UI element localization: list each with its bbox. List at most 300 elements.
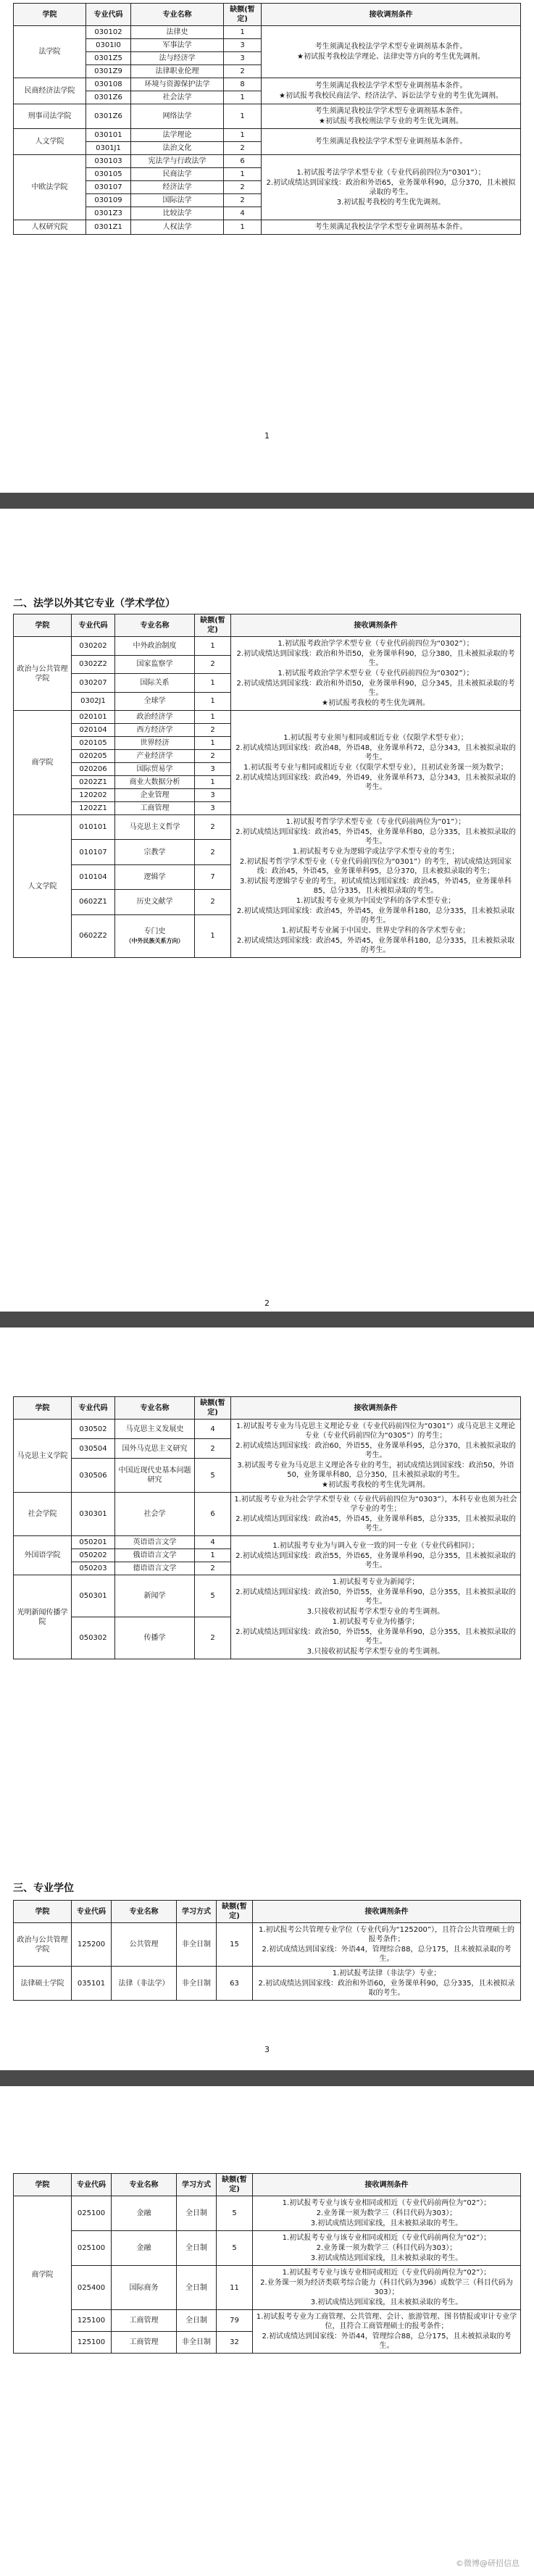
major-name: 传播学: [115, 1617, 195, 1659]
column-header: 接收调剂条件: [262, 4, 521, 26]
condition-line: 考生须满足我校法学学术型专业调剂基本条件。: [314, 82, 467, 90]
table-row: [14, 2310, 521, 2332]
column-header: 缺额(暂定): [195, 1397, 231, 1420]
major-name: 全球学: [115, 692, 195, 711]
quota: 79: [217, 2310, 253, 2332]
college-cell: 光明新闻传播学院: [14, 1575, 72, 1659]
column-header: 专业名称: [115, 1397, 195, 1420]
quota: 5: [195, 1575, 231, 1617]
major-code: 0602Z2: [72, 914, 115, 957]
quota: 2: [195, 655, 231, 674]
study-mode: 全日制: [177, 2231, 217, 2266]
conditions-cell: [231, 1493, 521, 1536]
condition-line: 1.初试报考专业为与调入专业一致的同一专业（专业代码相同）；: [272, 1541, 479, 1550]
page-number: 1: [264, 431, 270, 441]
condition-line: 3.初试成绩达到国家线，且未被拟录取的考生。: [310, 2298, 463, 2306]
major-code: 030109: [86, 194, 131, 207]
major-code: 030502: [72, 1420, 115, 1439]
conditions-cell: [231, 637, 521, 711]
table-row: [14, 711, 521, 724]
major-code: 035101: [72, 1967, 112, 2001]
quota: 2: [195, 890, 231, 914]
conditions-cell: [231, 1575, 521, 1659]
page-1: [0, 0, 534, 493]
major-code: 125100: [72, 2332, 112, 2354]
quota: 1: [195, 711, 231, 724]
major-name: 法律职业伦理: [131, 65, 224, 78]
table-row: [14, 1420, 521, 1439]
major-code: 125200: [72, 1923, 112, 1967]
condition-line: 3.初试成绩达到国家线，且未被拟录取的考生。: [310, 2254, 463, 2262]
column-header: 接收调剂条件: [253, 2174, 521, 2196]
conditions-cell: [253, 2196, 521, 2231]
major-name: 国际贸易学: [115, 763, 195, 776]
major-name: 宪法学与行政法学: [131, 155, 224, 168]
conditions-cell: [231, 711, 521, 815]
table-row: [14, 1923, 521, 1967]
condition-line: 2.初试成绩达到国家线：政治和外语65，业务课单科90，总分370，且未被拟录取的考生。: [266, 178, 516, 196]
study-mode: 全日制: [177, 2310, 217, 2332]
quota: 1: [224, 104, 262, 129]
quota: 1: [195, 737, 231, 750]
major-name: 历史文献学: [115, 890, 195, 914]
major-name: 公共管理: [112, 1923, 177, 1967]
section-title: 二、法学以外其它专业（学术学位）: [13, 598, 175, 609]
major-name: 工商管理: [115, 802, 195, 815]
table-other-academic-cont: [13, 1396, 521, 1659]
condition-line: 2.初试成绩达到国家线：政治50，外语55，业务课单科90，总分355，且未被拟录取的考生。: [235, 1588, 516, 1606]
condition-line: 考生须满足我校法学学术型专业调剂基本条件。: [314, 43, 467, 51]
condition-line: 1.初试报考法律（非法学）专业；: [332, 1969, 441, 1977]
quota: 1: [224, 168, 262, 181]
condition-line: 1.初试报考公共管理专业学位（专业代码为“125200”），且符合公共管理硕士的报考条件；: [258, 1926, 515, 1943]
major-name: 法律史: [131, 26, 224, 39]
major-code: 0202Z1: [72, 776, 115, 789]
conditions-cell: [262, 104, 521, 129]
major-name: 马克思主义发展史: [115, 1420, 195, 1439]
quota: 3: [224, 52, 262, 65]
major-name: 德语语言文学: [115, 1562, 195, 1575]
page-gap: [0, 493, 534, 509]
quota: 1: [224, 26, 262, 39]
condition-line: 考生须满足我校法学学术型专业调剂基本条件。: [314, 138, 467, 146]
condition-line: 2.初试成绩达到国家线：政治和外语50，业务课单科90，总分380，且未被拟录取的考生。: [236, 650, 515, 667]
conditions-cell: [262, 220, 521, 235]
study-mode: 非全日制: [177, 1967, 217, 2001]
major-code: 0301Z5: [86, 52, 131, 65]
quota: 1: [195, 692, 231, 711]
condition-line: ★初试报考我校的考生优先调剂。: [322, 1481, 430, 1489]
college-cell: 政治与公共管理学院: [14, 637, 72, 711]
major-name: 军事法学: [131, 39, 224, 52]
major-code: 020206: [72, 763, 115, 776]
major-code: 1202Z1: [72, 802, 115, 815]
column-header: 学习方式: [177, 2174, 217, 2196]
quota: 1: [224, 220, 262, 235]
table-row: [14, 2266, 521, 2310]
major-name: 企业管理: [115, 789, 195, 802]
college-cell: 商学院: [14, 2196, 72, 2354]
table-header-row: [14, 614, 521, 637]
quota: 6: [224, 155, 262, 168]
major-code: 030207: [72, 674, 115, 693]
condition-line: 3.只接收初试报考学术型专业的考生调剂。: [306, 1648, 445, 1656]
condition-line: 2.业务课一须为经济类联考综合能力（科目代码为396）或数学三（科目代码为303）；: [260, 2279, 513, 2296]
major-name: 法治文化: [131, 142, 224, 155]
major-name: 西方经济学: [115, 724, 195, 737]
quota: 32: [217, 2332, 253, 2354]
quota: 2: [224, 142, 262, 155]
condition-line: 2.初试成绩达到国家线：政治49，外语49，业务课单科73，总分343，且未被拟录取的考生。: [235, 774, 516, 791]
major-code: 020205: [72, 750, 115, 763]
major-name: 新闻学: [115, 1575, 195, 1617]
table-row: [14, 1536, 521, 1549]
page-2: [0, 509, 534, 1312]
condition-line: 2.初试成绩达到国家线：政治50，外语55，业务课单科90，总分355，且未被拟录取的考生。: [235, 1628, 516, 1646]
major-code: 0302J1: [72, 692, 115, 711]
major-code: 120202: [72, 789, 115, 802]
table-row: [14, 1575, 521, 1617]
table-header-row: [14, 2174, 521, 2196]
major-name: 国际法学: [131, 194, 224, 207]
column-header: 学院: [14, 4, 86, 26]
table-header-row: [14, 1397, 521, 1420]
condition-line: 2.初试成绩达到国家线：政治和外语50，业务课单科90，总分345，且未被拟录取的考生。: [236, 680, 515, 697]
major-code: 010104: [72, 864, 115, 889]
major-name: 社会学: [115, 1493, 195, 1536]
major-name: 工商管理: [112, 2310, 177, 2332]
quota: 2: [224, 181, 262, 194]
page-4: [0, 2086, 534, 2576]
table-row: [14, 104, 521, 129]
page-gap: [0, 2070, 534, 2086]
major-name: 经济法学: [131, 181, 224, 194]
table-business-prof: [13, 2173, 521, 2354]
major-code: 0301I0: [86, 39, 131, 52]
study-mode: 全日制: [177, 2266, 217, 2310]
watermark: ©微博@研招信息: [456, 2559, 520, 2568]
column-header: 接收调剂条件: [231, 1397, 521, 1420]
condition-line: ★初试报考我校民商法学、经济法学、诉讼法学专业的考生优先调剂。: [279, 92, 503, 100]
condition-line: 3.初试报考我校的考生优先调剂。: [336, 198, 446, 207]
condition-line: 2.初试报考哲学学术型专业（专业代码前四位为“0301”）的考生，初试成绩达到国家线：政治45，外语45，业务课单科95，总分370，且未被拟录取的考生；: [239, 858, 512, 875]
column-header: 专业代码: [72, 1397, 115, 1420]
major-code: 0301J1: [86, 142, 131, 155]
condition-line: 1.初试报考专业为社会学学术型专业（专业代码前四位为“0303”），本科专业也须为社会学专业的考生；: [234, 1496, 517, 1513]
column-header: 专业代码: [72, 2174, 112, 2196]
quota: 3: [224, 39, 262, 52]
column-header: 缺额(暂定): [217, 1901, 253, 1923]
conditions-cell: [253, 2231, 521, 2266]
major-code: 050301: [72, 1575, 115, 1617]
condition-line: 1.初试报考专业与相同或相近专业（仅限学术型专业），且初试业务课一须为数学；: [243, 764, 508, 772]
quota: 1: [195, 776, 231, 789]
column-header: 专业名称: [112, 2174, 177, 2196]
condition-line: 2.初试成绩达到国家线：政治45，外语45，业务课单科180，总分335，且未被拟录取的考生。: [236, 937, 515, 954]
major-name: 法学理论: [131, 129, 224, 142]
condition-line: 1.初试报考专业须为中国史学科的各学术型专业；: [296, 897, 456, 905]
condition-line: 1.初试报考专业属于中国史、世界史学科的各学术型专业；: [281, 927, 470, 935]
major-code: 0301Z6: [86, 104, 131, 129]
major-name: 国际关系: [115, 674, 195, 693]
major-name: 国家监察学: [115, 655, 195, 674]
table-row: [14, 220, 521, 235]
table-law: [13, 3, 521, 235]
major-name: 国外马克思主义研究: [115, 1439, 195, 1459]
condition-line: 1.初试报考专业为新闻学；: [332, 1578, 420, 1586]
major-name: 法与经济学: [131, 52, 224, 65]
college-cell: 法律硕士学院: [14, 1967, 72, 2001]
college-cell: 人文学院: [14, 815, 72, 958]
condition-line: 2.初试成绩达到国家线：外语44，管理综合88，总分175，且未被拟录取的考生。: [262, 2333, 512, 2350]
condition-line: 2.初试成绩达到国家线：政治和外语60，业务课单科90，总分335，且未被拟录取的考生。: [258, 1980, 515, 1997]
condition-line: 3.只接收初试报考学术型专业的考生调剂。: [306, 1608, 445, 1616]
college-cell: 政治与公共管理学院: [14, 1923, 72, 1967]
major-code: 050202: [72, 1549, 115, 1562]
quota: 3: [195, 802, 231, 815]
major-note: （中外民族关系方向）: [125, 937, 184, 944]
major-name: 法律（非法学）: [112, 1967, 177, 2001]
column-header: 专业名称: [115, 614, 195, 637]
major-code: 0301Z9: [86, 65, 131, 78]
table-row: [14, 26, 521, 39]
column-header: 学习方式: [177, 1901, 217, 1923]
major-code: 125100: [72, 2310, 112, 2332]
condition-line: 2.初试成绩达到国家线：政治45，外语45，业务课单科80，总分335，且未被拟录取的考生。: [235, 828, 516, 846]
college-cell: 商学院: [14, 711, 72, 815]
table-row: [14, 637, 521, 656]
condition-line: 1.初试报考法学学术型专业（专业代码前四位为“0301”）；: [296, 168, 485, 177]
conditions-cell: [262, 26, 521, 78]
condition-line: 1.初试报考专业与该专业相同或相近（专业代码前两位为“02”）；: [282, 2234, 491, 2242]
table-row: [14, 2196, 521, 2231]
quota: 7: [195, 864, 231, 889]
quota: 2: [195, 724, 231, 737]
quota: 11: [217, 2266, 253, 2310]
column-header: 学院: [14, 1397, 72, 1420]
college-cell: 人文学院: [14, 129, 86, 155]
major-name: 网络法学: [131, 104, 224, 129]
section-title: 三、专业学位: [13, 1883, 74, 1894]
column-header: 接收调剂条件: [253, 1901, 521, 1923]
column-header: 专业名称: [131, 4, 224, 26]
condition-line: 1.初试报考专业为马克思主义理论专业（专业代码前四位为“0301”）或马克思主义理论专业（专业代码前四位为“0305”）的考生；: [235, 1422, 516, 1440]
college-cell: 民商经济法学院: [14, 78, 86, 104]
college-cell: 马克思主义学院: [14, 1420, 72, 1493]
major-code: 030105: [86, 168, 131, 181]
major-code: 0301Z1: [86, 220, 131, 235]
major-name: 政治经济学: [115, 711, 195, 724]
quota: 2: [195, 1562, 231, 1575]
major-name: 民商法学: [131, 168, 224, 181]
major-name: 逻辑学: [115, 864, 195, 889]
quota: 4: [224, 207, 262, 220]
condition-line: 2.初试成绩达到国家线：政治60，外语55，业务课单科95，总分370，且未被拟录取的考生。: [235, 1442, 516, 1459]
major-name: 俄语语言文学: [115, 1549, 195, 1562]
major-code: 025400: [72, 2266, 112, 2310]
quota: 6: [195, 1493, 231, 1536]
condition-line: 1.初试报考政治学学术型专业（专业代码前四位为“0302”）；: [278, 670, 474, 678]
condition-line: 3.初试报考逻辑学专业的考生，初试成绩达到国家线：政治45，外语45，业务课单科85，总分335，且未被拟录取的考生。: [240, 878, 512, 895]
conditions-cell: [262, 129, 521, 155]
major-name: 中外政治制度: [115, 637, 195, 656]
major-code: 020104: [72, 724, 115, 737]
column-header: 专业代码: [72, 614, 115, 637]
page-3: [0, 1327, 534, 2070]
table-row: [14, 1967, 521, 2001]
column-header: 学院: [14, 614, 72, 637]
condition-line: 2.业务课一须为数学三（科目代码为303）；: [316, 2209, 457, 2217]
quota: 5: [195, 1459, 231, 1493]
condition-line: 考生须满足我校法学学术型专业调剂基本条件。: [314, 223, 467, 231]
quota: 1: [195, 674, 231, 693]
table-row: [14, 2231, 521, 2266]
major-name: 商业大数据分析: [115, 776, 195, 789]
quota: 5: [217, 2196, 253, 2231]
major-name: 专门史 （中外民族关系方向）: [115, 914, 195, 957]
conditions-cell: [231, 1420, 521, 1493]
major-name: 中国近现代史基本问题研究: [115, 1459, 195, 1493]
conditions-cell: [262, 155, 521, 220]
major-name: 工商管理: [112, 2332, 177, 2354]
major-code: 0302Z2: [72, 655, 115, 674]
college-cell: 法学院: [14, 26, 86, 78]
quota: 3: [195, 789, 231, 802]
condition-line: 1.初试报考哲学学术型专业（专业代码前两位为“01”）；: [285, 818, 466, 826]
major-code: 030107: [86, 181, 131, 194]
condition-line: 2.初试成绩达到国家线：外语44，管理综合88，总分175，且未被拟录取的考生。: [262, 1946, 512, 1963]
condition-line: ★初试报考我校法学理论、法律史等方向的考生优先调剂。: [297, 53, 485, 61]
major-code: 050302: [72, 1617, 115, 1659]
table-header-row: [14, 1901, 521, 1923]
major-name: 人权法学: [131, 220, 224, 235]
study-mode: 非全日制: [177, 2332, 217, 2354]
major-name: 金融: [112, 2196, 177, 2231]
major-name: 世界经济: [115, 737, 195, 750]
quota: 1: [195, 914, 231, 957]
quota: 8: [224, 78, 262, 91]
major-name: 社会法学: [131, 91, 224, 104]
column-header: 缺额(暂定): [224, 4, 262, 26]
condition-line: ★初试报考我校的考生优先调剂。: [322, 699, 430, 707]
condition-line: 3.初试报考专业为马克思主义理论各专业的考生，初试成绩达到国家线：政治50，外语50，业务课单科80，总分350，且未被拟录取的考生。: [237, 1462, 514, 1479]
column-header: 学院: [14, 1901, 72, 1923]
major-name: 产业经济学: [115, 750, 195, 763]
condition-line: 2.初试成绩达到国家线：政治55，外语65，业务课单科90，总分355，且未被拟录取的考生。: [235, 1551, 516, 1570]
major-code: 0301Z6: [86, 91, 131, 104]
table-row: [14, 155, 521, 168]
column-header: 学院: [14, 2174, 72, 2196]
quota: 2: [195, 815, 231, 840]
condition-line: 3.初试成绩达到国家线，且未被拟录取的考生。: [310, 2219, 463, 2227]
condition-line: 2.初试成绩达到国家线：政治45，外语45，业务课单科180，总分335，且未被拟录取的考生。: [236, 907, 515, 925]
condition-line: 2.初试成绩达到国家线：政治48，外语48，业务课单科72，总分343，且未被拟录取的考生。: [235, 744, 516, 762]
column-header: 专业代码: [72, 1901, 112, 1923]
quota: 2: [195, 1439, 231, 1459]
major-code: 030102: [86, 26, 131, 39]
table-row: [14, 129, 521, 142]
quota: 1: [224, 129, 262, 142]
quota: 63: [217, 1967, 253, 2001]
condition-line: 2.初试成绩达到国家线：政治45，外语45，业务课单科85，总分335，且未被拟录取的考生。: [235, 1515, 516, 1533]
quota: 2: [195, 1617, 231, 1659]
condition-line: 2.业务课一须为数学三（科目代码为303）；: [316, 2244, 457, 2252]
page-gap: [0, 1312, 534, 1327]
major-code: 030504: [72, 1439, 115, 1459]
column-header: 专业代码: [86, 4, 131, 26]
condition-line: 1.初试报考政治学学术型专业（专业代码前四位为“0302”）；: [278, 640, 474, 648]
major-code: 010101: [72, 815, 115, 840]
major-code: 025100: [72, 2196, 112, 2231]
column-header: 缺额(暂定): [195, 614, 231, 637]
conditions-cell: [231, 815, 521, 958]
page-number: 2: [264, 1299, 270, 1308]
condition-line: 1.初试报考专业为逻辑学或法学学术型专业的考生；: [292, 848, 459, 856]
quota: 2: [195, 840, 231, 864]
major-code: 020105: [72, 737, 115, 750]
column-header: 接收调剂条件: [231, 614, 521, 637]
major-code: 030108: [86, 78, 131, 91]
quota: 2: [224, 65, 262, 78]
condition-line: 1.初试报考专业与该专业相同或相近（专业代码前两位为“02”）；: [282, 2269, 491, 2277]
conditions-cell: [253, 1923, 521, 1967]
conditions-cell: [253, 2310, 521, 2354]
major-code: 030202: [72, 637, 115, 656]
major-code: 020101: [72, 711, 115, 724]
quota: 2: [195, 750, 231, 763]
college-cell: 外国语学院: [14, 1536, 72, 1575]
quota: 2: [224, 194, 262, 207]
conditions-cell: [253, 1967, 521, 2001]
table-header-row: [14, 4, 521, 26]
major-code: 030301: [72, 1493, 115, 1536]
conditions-cell: [253, 2266, 521, 2310]
college-cell: 中欧法学院: [14, 155, 86, 220]
major-name: 宗教学: [115, 840, 195, 864]
table-professional: [13, 1900, 521, 2001]
table-other-academic: [13, 614, 521, 958]
major-code: 030506: [72, 1459, 115, 1493]
condition-line: 考生须满足我校法学学术型专业调剂基本条件。: [314, 107, 467, 115]
table-row: [14, 815, 521, 840]
major-name: 金融: [112, 2231, 177, 2266]
quota: 15: [217, 1923, 253, 1967]
quota: 1: [195, 637, 231, 656]
major-code: 030103: [86, 155, 131, 168]
college-cell: 社会学院: [14, 1493, 72, 1536]
major-name: 马克思主义哲学: [115, 815, 195, 840]
major-name: 环境与资源保护法学: [131, 78, 224, 91]
column-header: 缺额(暂定): [217, 2174, 253, 2196]
major-code: 0602Z1: [72, 890, 115, 914]
major-code: 010107: [72, 840, 115, 864]
major-name: 比较法学: [131, 207, 224, 220]
college-cell: 刑事司法学院: [14, 104, 86, 129]
condition-line: 1.初试报考专业须与相同或相近专业（仅限学术型专业）；: [283, 734, 468, 742]
table-row: [14, 1493, 521, 1536]
table-row: [14, 78, 521, 91]
condition-line: ★初试报考我校刑法学专业的考生优先调剂。: [319, 117, 463, 125]
quota: 4: [195, 1536, 231, 1549]
column-header: 专业名称: [112, 1901, 177, 1923]
study-mode: 非全日制: [177, 1923, 217, 1967]
study-mode: 全日制: [177, 2196, 217, 2231]
major-name: 国际商务: [112, 2266, 177, 2310]
quota: 5: [217, 2231, 253, 2266]
condition-line: 1.初试报考专业与该专业相同或相近（专业代码前两位为“02”）；: [282, 2199, 491, 2207]
quota: 1: [224, 91, 262, 104]
major-code: 050201: [72, 1536, 115, 1549]
